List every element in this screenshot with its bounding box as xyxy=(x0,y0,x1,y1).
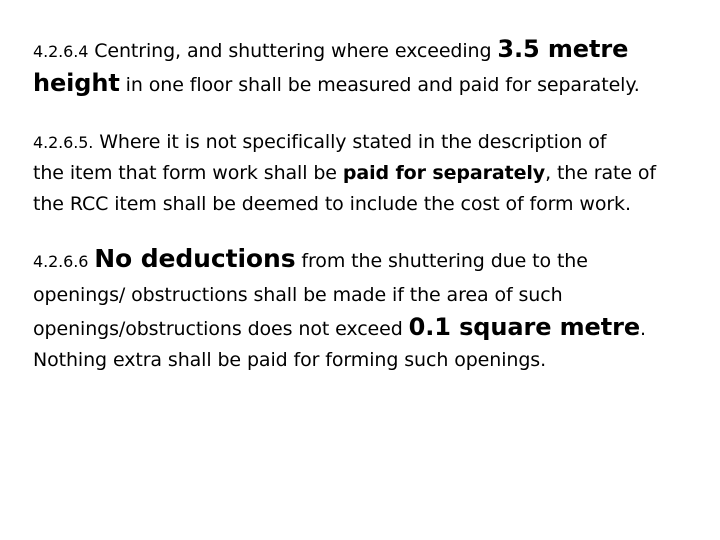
clause-text: , the rate of xyxy=(545,162,657,184)
clause-line xyxy=(33,127,693,158)
clause-line xyxy=(33,311,693,346)
clause-text: openings/obstructions does not exceed xyxy=(33,318,409,340)
emphasis-0-1-square-metre: 0.1 square metre xyxy=(408,313,640,341)
clause-line xyxy=(33,241,693,280)
clause-text: Where it is not specifically stated in the description of xyxy=(93,131,607,153)
clause-line xyxy=(33,158,693,189)
emphasis-3-5-metre: 3.5 metre xyxy=(497,35,629,63)
clause-text: the RCC item shall be deemed to include the cost of form work. xyxy=(33,193,631,215)
clause-number: 4.2.6.5. xyxy=(33,133,94,152)
clause-text: in one floor shall be measured and paid for separately. xyxy=(119,74,640,96)
clause-text: Nothing extra shall be paid for forming such openings. xyxy=(33,349,547,371)
clause-text: from the shuttering due to the xyxy=(295,250,588,272)
clause-text: the item that form work shall be xyxy=(33,162,343,184)
emphasis-height: height xyxy=(33,69,120,97)
heading-no-deductions: No deductions xyxy=(94,244,296,273)
clause-text: . xyxy=(640,318,646,340)
clause-4-2-6-5 xyxy=(33,127,693,220)
clause-4-2-6-4 xyxy=(33,33,693,100)
clause-line xyxy=(33,33,693,68)
clause-number: 4.2.6.4 xyxy=(33,42,89,61)
emphasis-paid-for-separately: paid for separately xyxy=(342,162,546,184)
clause-text: openings/ obstructions shall be made if the area of such xyxy=(33,284,563,306)
clause-line xyxy=(33,68,693,100)
clause-number: 4.2.6.6 xyxy=(33,252,89,271)
clause-line xyxy=(33,280,693,311)
clause-line xyxy=(33,189,693,220)
clause-4-2-6-6 xyxy=(33,241,693,374)
clause-text: Centring, and shuttering where exceeding xyxy=(88,40,498,62)
clause-line xyxy=(33,346,693,374)
